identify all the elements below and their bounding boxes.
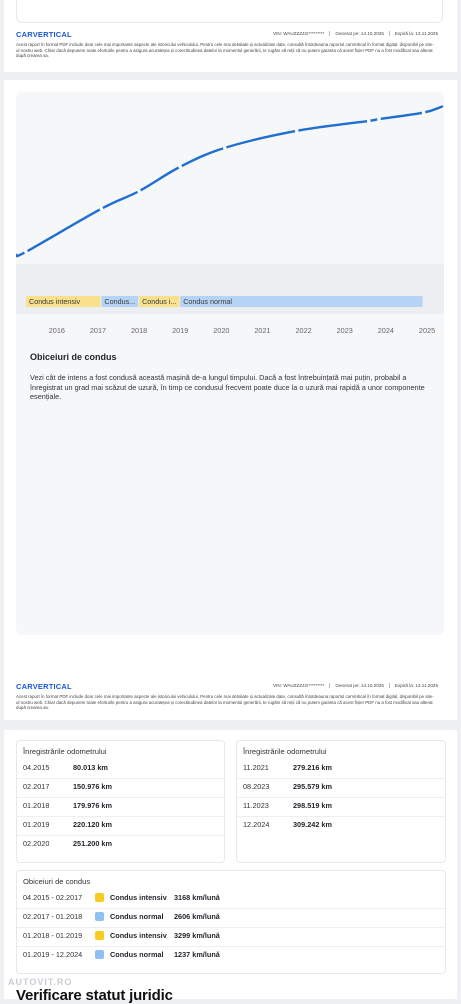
- x-tick-label: 2023: [336, 326, 353, 335]
- odometer-row: [23, 801, 112, 810]
- odometer-date: 02.2017: [23, 782, 50, 791]
- mileage-chart: [16, 92, 444, 342]
- habit-rate: 3299 km/lună: [174, 931, 220, 940]
- x-tick-label: 2021: [254, 326, 271, 335]
- report-page-tables: [4, 730, 457, 999]
- row-divider: [17, 816, 224, 817]
- odometer-row: [23, 839, 112, 848]
- mileage-chart-card: [16, 92, 444, 635]
- odometer-date: 01.2019: [23, 820, 50, 829]
- habit-color-swatch: [95, 893, 104, 902]
- row-divider: [237, 778, 445, 779]
- habits-title: Obiceiuri de condus: [30, 352, 117, 362]
- habit-period: 01.2019 - 12.2024: [23, 950, 83, 959]
- habits-description: Vezi cât de intens a fost condusă această mașină de-a lungul timpului. Dacă a fost întrebuințată mai puțin, probabil a înregistrat un grad mai scăzut de uzură, în timp ce condusul frecvent poate duce la o uzură mai rapidă a unor componente esențiale.: [30, 373, 425, 402]
- odometer-value: 295.579 km: [293, 782, 332, 791]
- habit-label: Condus intensiv: [110, 931, 167, 940]
- row-divider: [237, 816, 445, 817]
- card-bottom-edge: [16, 0, 443, 23]
- habit-label: Condus normal: [110, 950, 164, 959]
- odometer-date: 02.2020: [23, 839, 50, 848]
- data-point: [178, 165, 182, 169]
- data-point: [367, 119, 371, 123]
- odometer-value: 309.242 km: [293, 820, 332, 829]
- odometer-row: [243, 782, 332, 791]
- watermark: AUTOVIT.RO: [8, 977, 73, 987]
- odometer-value: 298.519 km: [293, 801, 332, 810]
- habit-period: 04.2015 - 02.2017: [23, 893, 83, 902]
- odometer-row: [23, 782, 112, 791]
- odometer-date: 01.2018: [23, 801, 50, 810]
- odometer-title-left: Înregistrările odometrului: [23, 747, 107, 756]
- footer-disclaimer: Acest raport în format PDF include doar cele mai importante aspecte ale istoricului vehiculului. Pentru cele mai detaliate și actualizate date, consultă întotdeauna raportul carVertical în format digital, disponibil pe site-ul nostru web. Chiar dacă depunem toate eforturile pentru a asigura acuratețea și corectitudinea datelor la momentul generării, te rugăm să reții că nu putem garanta că acest fișier PDF nu a fost modificat sau alterat după crearea sa.: [16, 694, 434, 711]
- data-point: [137, 189, 141, 193]
- odometer-box-left: [16, 740, 225, 863]
- habit-color-swatch: [95, 931, 104, 940]
- habit-rate: 1237 km/lună: [174, 950, 220, 959]
- habit-band-label: Condus normal: [183, 297, 232, 306]
- odometer-value: 179.976 km: [73, 801, 112, 810]
- page-footer: [16, 682, 443, 711]
- habit-row: [23, 931, 220, 940]
- x-tick-label: 2024: [377, 326, 394, 335]
- vin-text: VIN: WAUZZZ4G*********: [272, 683, 325, 688]
- vin-text: VIN: WAUZZZ4G*********: [272, 31, 325, 36]
- habit-band-label: Condus intensiv: [29, 297, 81, 306]
- habits-table-title: Obiceiuri de condus: [23, 877, 91, 886]
- habit-color-swatch: [95, 950, 104, 959]
- page-footer: [16, 30, 443, 59]
- row-divider: [17, 946, 445, 947]
- habit-rate: 3168 km/lună: [174, 893, 220, 902]
- odometer-date: 11.2023: [243, 801, 269, 810]
- odometer-date: 12.2024: [243, 820, 270, 829]
- carvertical-logo: CARVERTICAL: [16, 682, 72, 691]
- footer-disclaimer: Acest raport în format PDF include doar cele mai importante aspecte ale istoricului vehiculului. Pentru cele mai detaliate și actualizate date, consultă întotdeauna raportul carVertical în format digital, disponibil pe site-ul nostru web. Chiar dacă depunem toate eforturile pentru a asigura acuratețea și corectitudinea datelor la momentul generării, te rugăm să reții că nu putem garanta că acest fișier PDF nu a fost modificat sau alterat după crearea sa.: [16, 42, 434, 59]
- row-divider: [17, 778, 224, 779]
- x-tick-label: 2019: [172, 326, 189, 335]
- row-divider: [17, 908, 445, 909]
- row-divider: [17, 927, 445, 928]
- row-divider: [17, 797, 224, 798]
- generated-date: Generat pe: 14.10.2025: [329, 683, 389, 688]
- x-tick-label: 2016: [48, 326, 65, 335]
- data-point: [295, 129, 299, 133]
- data-point: [377, 117, 381, 121]
- habit-row: [23, 950, 220, 959]
- odometer-value: 251.200 km: [73, 839, 112, 848]
- odometer-value: 150.976 km: [73, 782, 112, 791]
- x-tick-label: 2022: [295, 326, 312, 335]
- report-page-top: [4, 0, 457, 72]
- odometer-title-right: Înregistrările odometrului: [243, 747, 327, 756]
- odometer-row: [23, 763, 108, 772]
- odometer-row: [243, 801, 332, 810]
- data-point: [100, 207, 104, 211]
- x-tick-label: 2025: [418, 326, 436, 335]
- x-tick-label: 2020: [213, 326, 230, 335]
- footer-meta: [268, 683, 443, 688]
- habit-period: 01.2018 - 01.2019: [23, 931, 83, 940]
- odometer-value: 279.216 km: [293, 763, 332, 772]
- report-page-chart: [4, 80, 457, 720]
- habit-band-label: Condus i...: [142, 297, 177, 306]
- odometer-row: [243, 763, 332, 772]
- odometer-box-right: [236, 740, 446, 863]
- x-tick-label: 2018: [130, 326, 148, 335]
- habits-table-box: [16, 870, 446, 974]
- expiry-date: Expiră la: 13.11.2025: [389, 31, 443, 36]
- expiry-date: Expiră la: 13.11.2025: [389, 683, 443, 688]
- data-point: [223, 146, 227, 150]
- x-tick-label: 2017: [89, 326, 107, 335]
- habit-row: [23, 893, 220, 902]
- odometer-row: [23, 820, 112, 829]
- footer-meta: [268, 31, 443, 36]
- data-point: [422, 111, 426, 115]
- row-divider: [17, 835, 224, 836]
- habit-band-label: Condus...: [104, 297, 136, 306]
- data-point: [24, 250, 28, 254]
- odometer-value: 80.013 km: [73, 763, 108, 772]
- odometer-value: 220.120 km: [73, 820, 112, 829]
- section-title-legal: Verificare statut juridic: [16, 987, 173, 1004]
- odometer-date: 11.2021: [243, 763, 269, 772]
- mileage-line: [16, 107, 442, 256]
- odometer-row: [243, 820, 332, 829]
- row-divider: [237, 797, 445, 798]
- habit-label: Condus intensiv: [110, 893, 167, 902]
- habit-period: 02.2017 - 01.2018: [23, 912, 83, 921]
- carvertical-logo: CARVERTICAL: [16, 30, 72, 39]
- habit-label: Condus normal: [110, 912, 164, 921]
- generated-date: Generat pe: 14.10.2025: [329, 31, 389, 36]
- habit-color-swatch: [95, 912, 104, 921]
- odometer-date: 08.2023: [243, 782, 270, 791]
- habit-rate: 2606 km/lună: [174, 912, 220, 921]
- habit-row: [23, 912, 220, 921]
- odometer-date: 04.2015: [23, 763, 50, 772]
